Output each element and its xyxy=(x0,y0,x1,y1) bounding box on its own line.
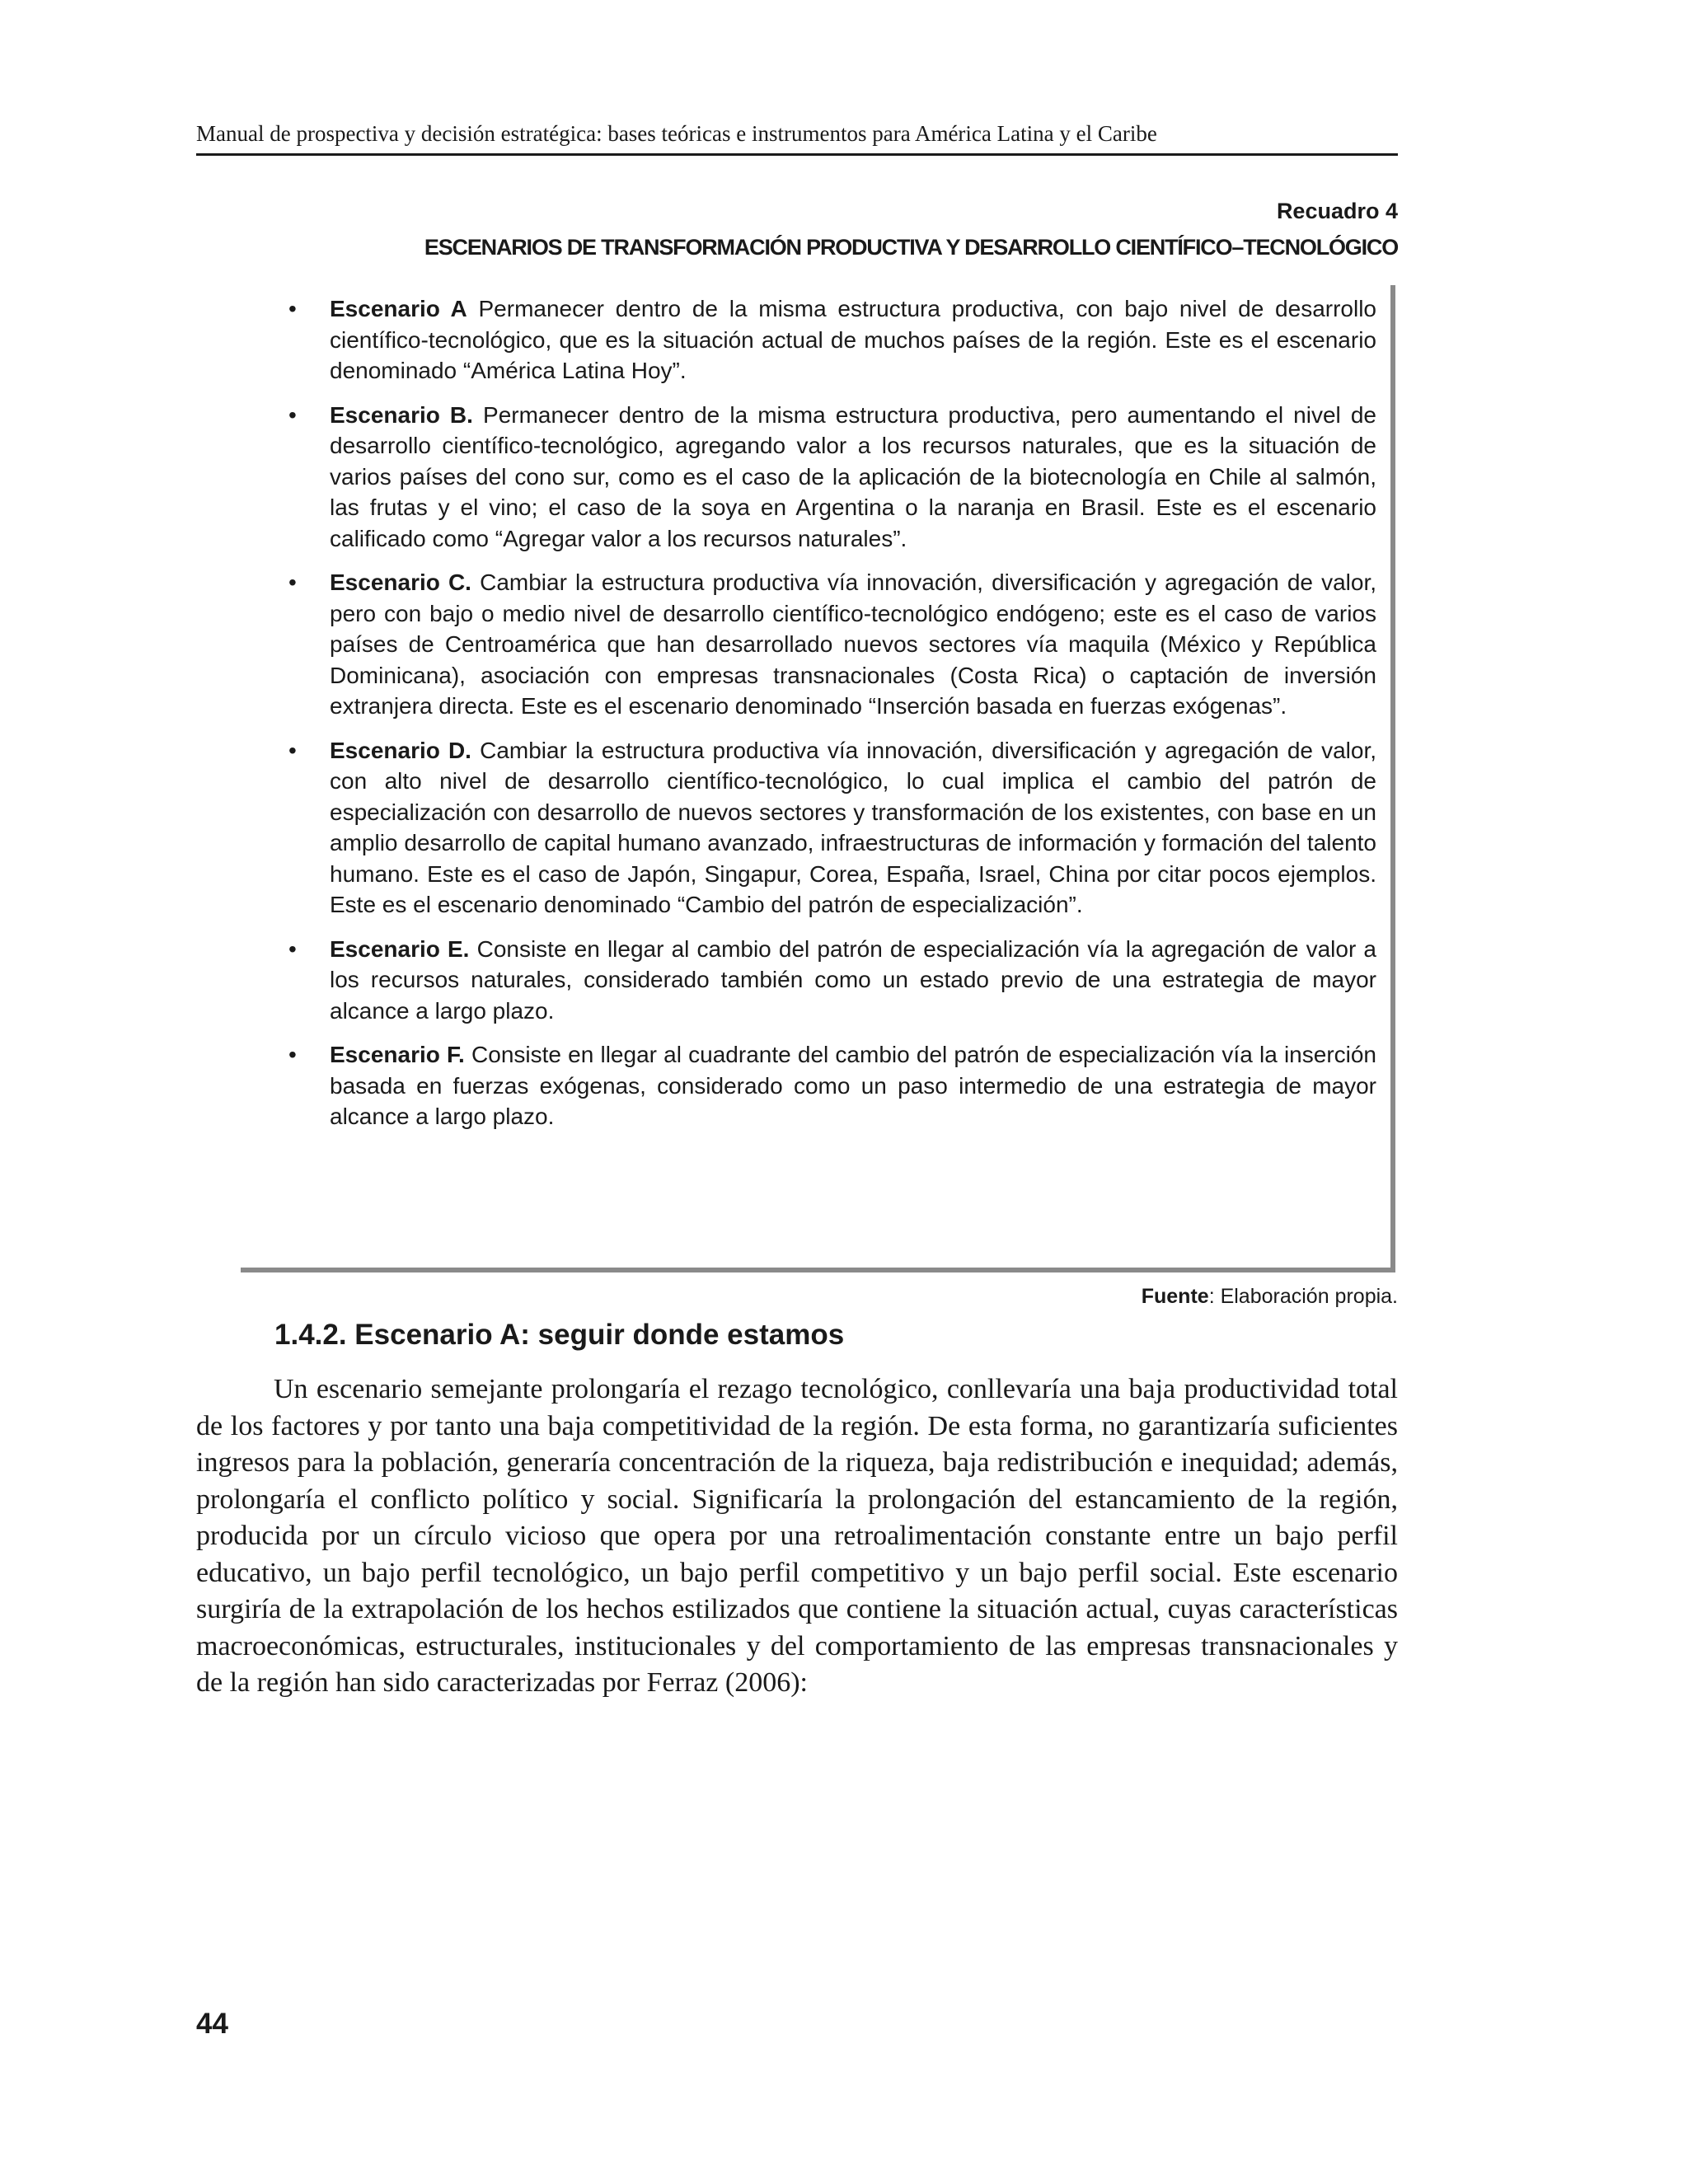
scenario-item-d xyxy=(288,735,1376,921)
scenario-lead: Escenario D. xyxy=(330,737,471,763)
scenario-lead: Escenario A xyxy=(330,296,467,321)
box-title: ESCENARIOS DE TRANSFORMACIÓN PRODUCTIVA Y DESARROLLO CIENTÍFICO–TECNOLÓGICO xyxy=(424,235,1398,260)
bullet-icon: • xyxy=(288,401,297,428)
scenario-item-e xyxy=(288,934,1376,1027)
scenario-text: Consiste en llegar al cambio del patrón de especialización vía la agregación de valor a los recursos naturales, considerado también como un estado previo de una estrategia de mayor alcance a largo plazo. xyxy=(330,935,1377,1024)
bullet-icon: • xyxy=(288,737,297,763)
source-note xyxy=(1142,1282,1398,1310)
scenario-item-b xyxy=(288,400,1376,555)
scenario-item-a xyxy=(288,293,1376,387)
scenario-lead: Escenario C. xyxy=(330,569,471,595)
scenario-list xyxy=(288,293,1376,1146)
body-paragraph: Un escenario semejante prolongaría el rezago tecnológico, conllevaría una baja productividad total de los factores y por tanto una baja competitividad de la región. De esta forma, no garantizaría suficientes ingresos para la población, generaría concentración de la riqueza, baja redistribución e inequidad; además, prolongaría el conflicto político y social. Significaría la prolongación del estancamiento de la región, producida por un círculo vicioso que opera por una retroalimentación constante entre un bajo perfil educativo, un bajo perfil tecnológico, un bajo perfil competitivo y un bajo perfil social. Este escenario surgiría de la extrapolación de los hechos estilizados que contiene la situación actual, cuyas características macroeconómicas, estructurales, institucionales y del comportamiento de las empresas transnacionales y de la región han sido caracterizadas por Ferraz (2006): xyxy=(196,1374,1398,1698)
box-label: Recuadro 4 xyxy=(1276,199,1398,223)
bullet-icon: • xyxy=(288,935,297,962)
scenario-item-c xyxy=(288,567,1376,722)
scenario-text: Permanecer dentro de la misma estructura productiva, pero aumentando el nivel de desarrollo científico-tecnológico, agregando valor a los recursos naturales, que es la situación de varios países del cono sur, como es el caso de la aplicación de la biotecnología en Chile al salmón, las frutas y el vino; el caso de la soya en Argentina o la naranja en Brasil. Este es el escenario calificado como “Agregar valor a los recursos naturales”. xyxy=(330,401,1376,551)
scenario-item-f xyxy=(288,1039,1376,1132)
scenario-text: Consiste en llegar al cuadrante del cambio del patrón de especialización vía la inserción basada en fuerzas exógenas, considerado como un paso intermedio de una estrategia de mayor alcance a largo plazo. xyxy=(330,1042,1377,1129)
scenario-text: Cambiar la estructura productiva vía innovación, diversificación y agregación de valor, con alto nivel de desarrollo científico-tecnológico, lo cual implica el cambio del patrón de especialización con desarrollo de nuevos sectores y transformación de los existentes, con base en un amplio desarrollo de capital humano avanzado, infraestructuras de información y formación del talento humano. Este es el caso de Japón, Singapur, Corea, España, Israel, China por citar pocos ejemplos. Este es el escenario denominado “Cambio del patrón de especialización”. xyxy=(330,737,1376,917)
scenario-text: Cambiar la estructura productiva vía innovación, diversificación y agregación de valor, pero con bajo o medio nivel de desarrollo científico-tecnológico endógeno; este es el caso de varios países de Centroamérica que han desarrollado nuevos sectores vía maquila (México y República Dominicana), asociación con empresas transnacionales (Costa Rica) o captación de inversión extranjera directa. Este es el escenario denominado “Inserción basada en fuerzas exógenas”. xyxy=(330,569,1376,719)
source-label: Fuente xyxy=(1141,1285,1209,1308)
page-number: 44 xyxy=(196,2008,228,2040)
section-heading: 1.4.2. Escenario A: seguir donde estamos xyxy=(274,1319,845,1351)
bullet-icon: • xyxy=(288,1042,297,1067)
scenario-lead: Escenario F. xyxy=(330,1042,465,1067)
scenario-text: Permanecer dentro de la misma estructura productiva, con bajo nivel de desarrollo científico-tecnológico, que es la situación actual de muchos países de la región. Este es el escenario denominado “América Latina Hoy”. xyxy=(330,296,1377,383)
source-text: : Elaboración propia. xyxy=(1208,1285,1398,1308)
bullet-icon: • xyxy=(288,296,297,321)
scenario-lead: Escenario B. xyxy=(330,401,473,428)
scenario-lead: Escenario E. xyxy=(330,935,470,962)
bullet-icon: • xyxy=(288,569,297,595)
running-header: Manual de prospectiva y decisión estratégica: bases teóricas e instrumentos para América Latina y el Caribe xyxy=(196,119,1398,156)
